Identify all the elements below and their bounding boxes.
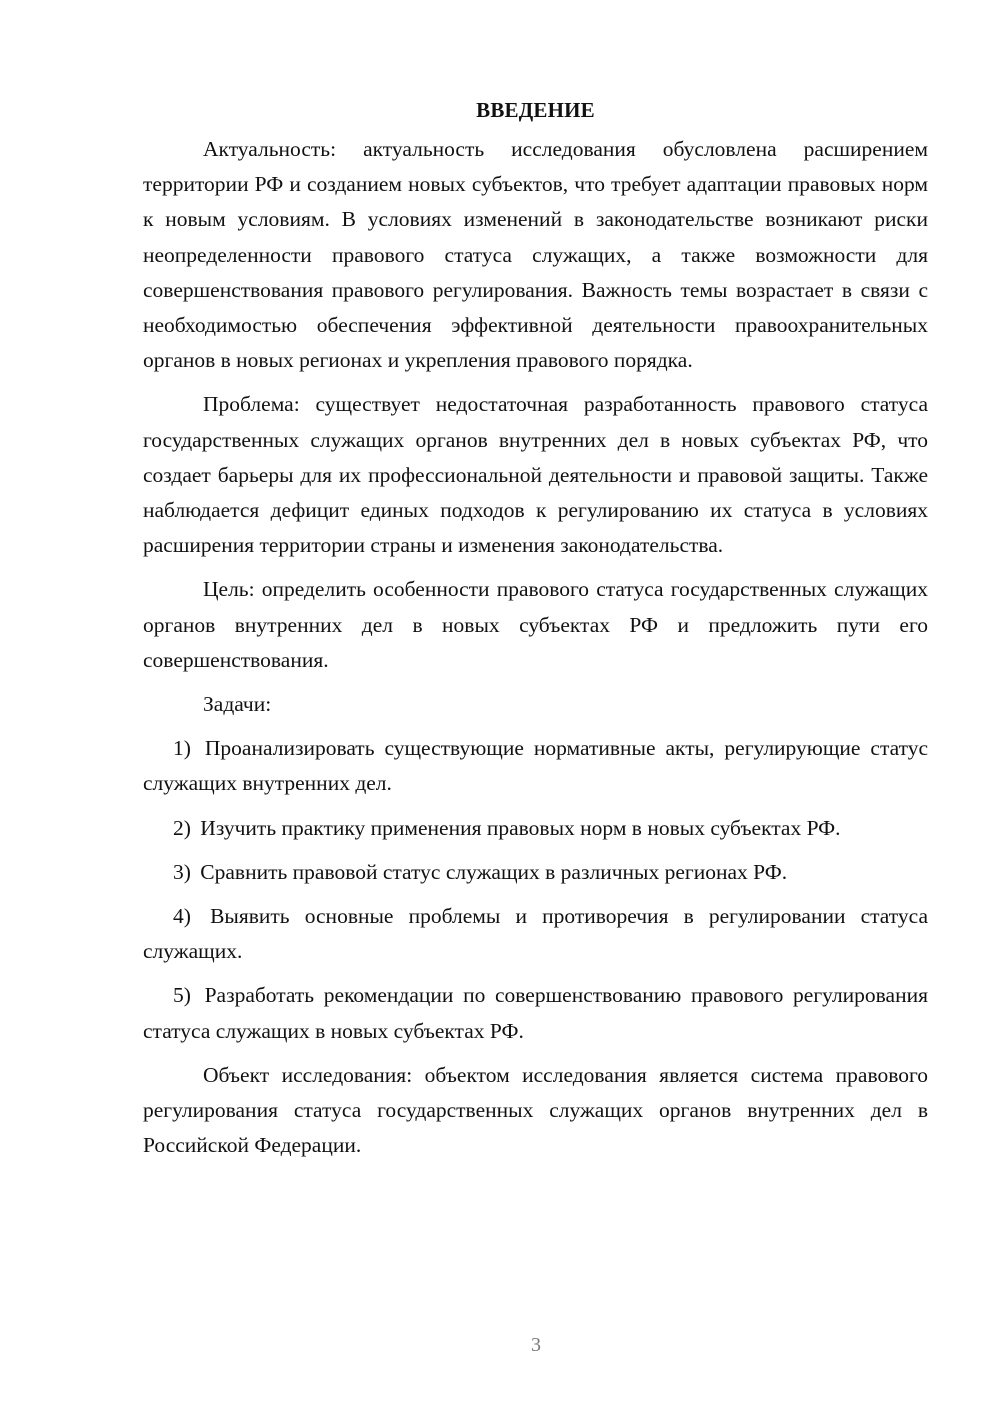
task-text: Разработать рекомендации по совершенствованию правового регулирования статуса служащих в новых субъектах РФ. bbox=[143, 983, 928, 1043]
task-number: 2) bbox=[173, 815, 191, 840]
task-number: 4) bbox=[173, 904, 191, 929]
task-text: Сравнить правовой статус служащих в различных регионах РФ. bbox=[200, 859, 788, 884]
task-item-2 bbox=[143, 811, 928, 846]
page-number: 3 bbox=[531, 1334, 541, 1356]
task-number: 3) bbox=[173, 859, 191, 884]
tasks-heading: Задачи: bbox=[203, 692, 272, 717]
task-number: 5) bbox=[173, 983, 191, 1008]
paragraph-goal: Цель: определить особенности правового статуса государственных служащих органов внутренних дел в новых субъектах РФ и предложить пути его совершенствования. bbox=[143, 577, 928, 672]
section-title: ВВЕДЕНИЕ bbox=[476, 98, 595, 122]
paragraph-object: Объект исследования: объектом исследования является система правового регулирования статуса государственных служащих органов внутренних дел в Российской Федерации. bbox=[143, 1062, 928, 1158]
task-text: Выявить основные проблемы и противоречия в регулировании статуса служащих. bbox=[143, 904, 928, 964]
task-number: 1) bbox=[173, 736, 191, 761]
task-item-4 bbox=[143, 899, 928, 969]
task-text: Проанализировать существующие нормативные акты, регулирующие статус служащих внутренних дел. bbox=[143, 736, 929, 796]
task-text: Изучить практику применения правовых норм в новых субъектах РФ. bbox=[200, 815, 841, 840]
task-item-1 bbox=[143, 731, 928, 801]
paragraph-relevance: Актуальность: актуальность исследования обусловлена расширением территории РФ и созданием новых субъектов, что требует адаптации правовых норм к новым условиям. В условиях изменений в законодательстве возникают риски неопределенности правового статуса служащих, а также возможности для совершенствования правового регулирования. Важность темы возрастает в связи с необходимостью обеспечения эффективной деятельности правоохранительных органов в новых регионах и укрепления правового порядка. bbox=[143, 137, 928, 373]
document-page bbox=[143, 92, 928, 1163]
task-item-3 bbox=[143, 855, 928, 890]
task-item-5 bbox=[143, 978, 928, 1048]
paragraph-problem: Проблема: существует недостаточная разработанность правового статуса государственных служащих органов внутренних дел в новых субъектах РФ, что создает барьеры для их профессиональной деятельности и правовой защиты. Также наблюдается дефицит единых подходов к регулированию их статуса в условиях расширения территории страны и изменения законодательства. bbox=[143, 392, 928, 558]
